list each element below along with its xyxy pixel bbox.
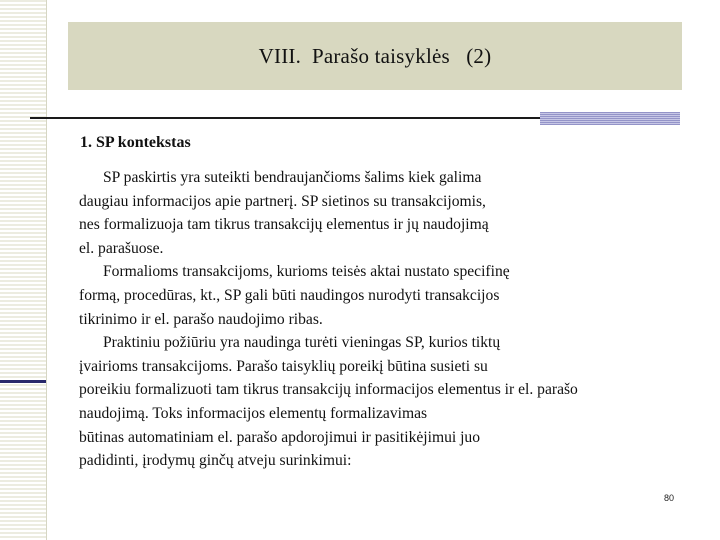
body-text bbox=[79, 166, 689, 473]
left-decorative-stripe bbox=[0, 0, 46, 540]
left-accent-bar bbox=[0, 380, 46, 383]
body-line: formą, procedūras, kt., SP gali būti naudingos nurodyti transakcijos bbox=[79, 286, 500, 304]
body-line: naudojimą. Toks informacijos elementų formalizavimas bbox=[79, 404, 428, 422]
body-line: būtinas automatiniam el. parašo apdorojimui ir pasitikėjimui juo bbox=[79, 428, 481, 446]
body-line: įvairioms transakcijoms. Parašo taisyklių poreikį būtina susieti su bbox=[79, 357, 488, 375]
page-number: 80 bbox=[664, 493, 675, 503]
body-line: poreikiu formalizuoti tam tikrus transakcijų informacijos elementus ir el. parašo bbox=[79, 381, 578, 399]
body-line: tikrinimo ir el. parašo naudojimo ribas. bbox=[79, 310, 323, 328]
title-band bbox=[68, 22, 682, 90]
body-line: padidinti, įrodymų ginčų atveju surinkimui: bbox=[79, 452, 352, 470]
slide-title: VIII. Parašo taisyklės (2) bbox=[258, 43, 492, 68]
body-line: Praktiniu požiūriu yra naudinga turėti vieningas SP, kurios tiktų bbox=[103, 334, 501, 352]
body-line: SP paskirtis yra suteikti bendraujančioms šalims kiek galima bbox=[103, 169, 482, 186]
body-line: Formalioms transakcijoms, kurioms teisės aktai nustato specifinę bbox=[103, 263, 510, 281]
left-stripe-border bbox=[46, 0, 47, 540]
right-accent-block bbox=[540, 112, 680, 125]
body-line: daugiau informacijos apie partnerį. SP sietinos su transakcijomis, bbox=[79, 192, 486, 210]
title-divider bbox=[30, 117, 540, 119]
section-heading: 1. SP kontekstas bbox=[80, 134, 191, 151]
body-line: el. parašuose. bbox=[79, 239, 164, 257]
body-line: nes formalizuoja tam tikrus transakcijų elementus ir jų naudojimą bbox=[79, 216, 489, 234]
